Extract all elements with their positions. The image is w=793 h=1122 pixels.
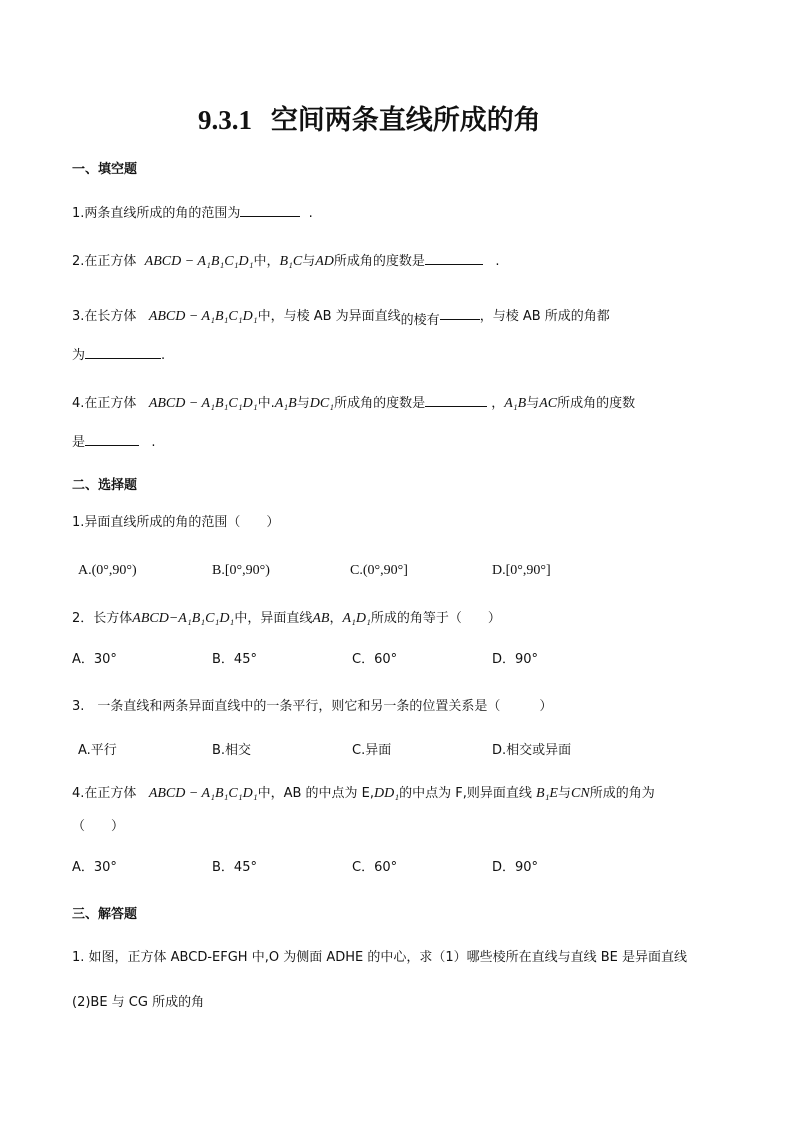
choice-option-c[interactable]: C.异面 [352, 743, 392, 758]
choice-option-a[interactable]: A.(0°,90°) [78, 563, 137, 578]
math-line: AB [312, 611, 330, 626]
choice-option-b[interactable]: B.[0°,90°) [212, 563, 270, 578]
choice-option-d[interactable]: D.[0°,90°] [492, 563, 551, 578]
choice-option-a[interactable]: A.平行 [78, 743, 117, 758]
fill-question-1: 1.两条直线所成的角的范围为 . [72, 206, 313, 221]
choice-option-a[interactable]: A．30° [72, 860, 117, 875]
math-cube: ABCD − A₁B₁C₁D₁ [148, 396, 258, 411]
choice-question-2: 2．长方体ABCD−A₁B₁C₁D₁中，异面直线AB，A₁D₁所成的角等于（ ） [72, 611, 501, 626]
fill-question-4-line-1: 4.在正方体 ABCD − A₁B₁C₁D₁中.A₁B与DC₁所成角的度数是 ，A₁B与AC所成角的度数 [72, 396, 636, 411]
math-cube: ABCD − A₁B₁C₁D₁ [148, 309, 258, 324]
choice-option-d[interactable]: D．90° [492, 652, 539, 667]
fill-question-4-line-2: 是 . [72, 435, 156, 450]
math-line: DD₁ [374, 786, 400, 801]
answer-blank[interactable] [425, 395, 487, 407]
answer-blank[interactable] [85, 347, 161, 359]
math-line: A₁B [274, 396, 297, 411]
math-line: AD [315, 254, 334, 269]
answer-question-1-line-1: 1. 如图，正方体 ABCD-EFGH 中,O 为侧面 ADHE 的中心，求（1）哪些棱所在直线与直线 BE 是异面直线 [72, 950, 688, 965]
choice-option-a[interactable]: A．30° [72, 652, 117, 667]
choice-option-b[interactable]: B．45° [212, 860, 257, 875]
answer-question-1-line-2: (2)BE 与 CG 所成的角 [72, 995, 205, 1010]
math-line: B₁E [536, 786, 558, 801]
choice-option-b[interactable]: B．45° [212, 652, 257, 667]
choice-option-c[interactable]: C．60° [352, 652, 398, 667]
choice-question-4-line-2: （ ） [72, 819, 125, 834]
math-cube: ABCD − A₁B₁C₁D₁ [144, 254, 254, 269]
fill-question-3-line-1: 3.在长方体 ABCD − A₁B₁C₁D₁中，与棱 AB 为异面直线的棱有 ，与棱 AB 所成的角都 [72, 309, 610, 328]
math-line: DC₁ [309, 396, 335, 411]
math-line: A₁D₁ [342, 611, 371, 626]
choice-question-4-line-1: 4.在正方体 ABCD − A₁B₁C₁D₁中，AB 的中点为 E,DD₁的中点为 F,则异面直线 B₁E与CN所成的角为 [72, 786, 655, 801]
choice-option-c[interactable]: C.(0°,90°] [350, 563, 408, 578]
section-fill-heading: 一、填空题 [72, 162, 138, 177]
answer-blank[interactable] [240, 205, 300, 217]
math-line: B₁C [279, 254, 303, 269]
choice-option-d[interactable]: D.相交或异面 [492, 743, 572, 758]
math-cube: ABCD − A₁B₁C₁D₁ [148, 786, 258, 801]
math-line: A₁B [504, 396, 527, 411]
choice-question-3: 3. 一条直线和两条异面直线中的一条平行，则它和另一条的位置关系是（ ） [72, 699, 553, 714]
choice-option-b[interactable]: B.相交 [212, 743, 252, 758]
answer-blank[interactable] [85, 434, 139, 446]
section-choice-heading: 二、选择题 [72, 478, 138, 493]
section-answer-heading: 三、解答题 [72, 907, 138, 922]
answer-blank[interactable] [425, 253, 483, 265]
answer-blank[interactable] [440, 308, 480, 320]
choice-question-1: 1.异面直线所成的角的范围（ ） [72, 515, 280, 530]
fill-question-3-line-2: 为 . [72, 348, 166, 363]
choice-option-c[interactable]: C．60° [352, 860, 398, 875]
math-line: CN [571, 786, 590, 801]
title-text: 空间两条直线所成的角 [270, 105, 541, 136]
math-cube: ABCD−A₁B₁C₁D₁ [132, 611, 235, 626]
math-line: AC [539, 396, 558, 411]
page-title [198, 98, 541, 137]
fill-question-2: 2.在正方体 ABCD − A₁B₁C₁D₁中，B₁C与AD所成角的度数是 . [72, 254, 500, 269]
title-number: 9.3.1 [198, 105, 252, 135]
choice-option-d[interactable]: D．90° [492, 860, 539, 875]
